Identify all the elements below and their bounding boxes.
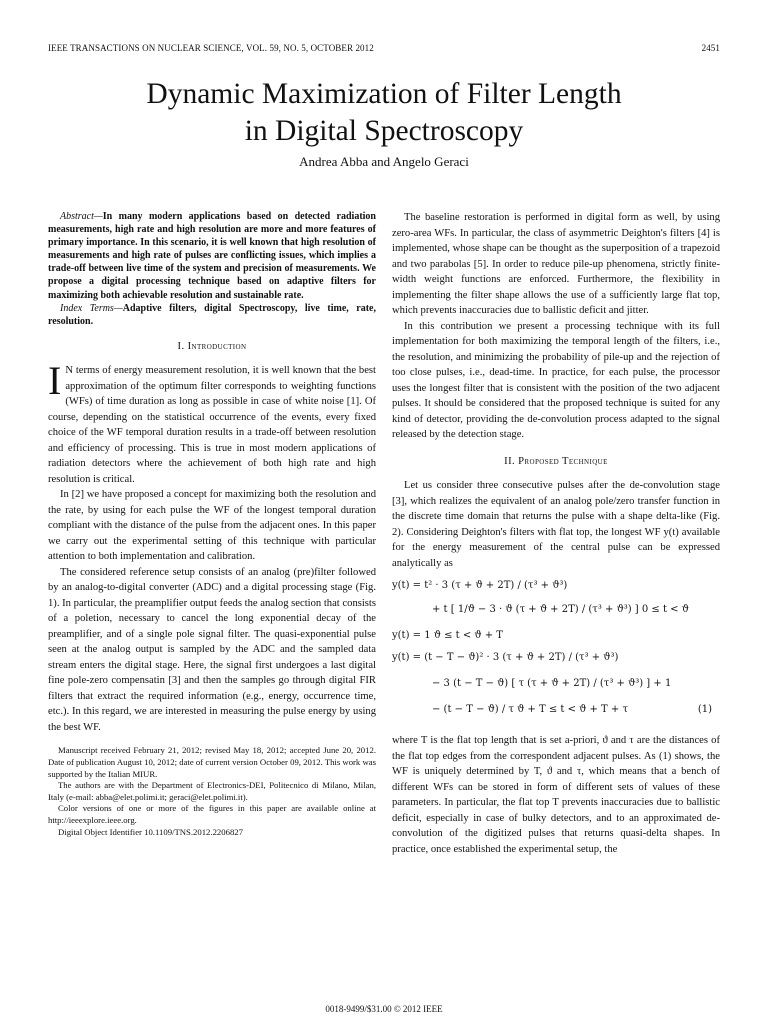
right-paragraph-3: Let us consider three consecutive pulses after the de-convolution stage [3], which realizes the equivalent of an analog pole/zero transfer function in the discrete time domain that returns the pulse with a shape delta-like (Fig. 2). Considering Deighton's filters with flat top, the longest WF y(t) available for the energy measurement of the central pulse can be expressed analytically as bbox=[392, 480, 720, 569]
journal-name: IEEE TRANSACTIONS ON NUCLEAR SCIENCE, VOL. 59, NO. 5, OCTOBER 2012 bbox=[48, 43, 374, 53]
page-number: 2451 bbox=[701, 43, 720, 53]
intro-paragraph-1: I N terms of energy measurement resolution, it is well known that the best approximation of the optimum filter corresponds to weighting functions (WFs) of time duration as long as possible in case of white noise [1]. Of course, depending on the statistical occurrence of the events, every fixed choice of the WF temporal duration results in a trade-off between resolution and efficiency of processing. This is true in most modern applications of radiation detectors where the achievement of both high rate and high resolution is critical. bbox=[48, 358, 376, 485]
equation-line-4: y(t) = (t − T − ϑ)² · 3 (τ + ϑ + 2T) / (τ³ + ϑ³) bbox=[392, 652, 619, 663]
footnote-manuscript: Manuscript received February 21, 2012; revised May 18, 2012; accepted June 20, 2012. Date of publication August 10, 2012; date of current version October 09, 2012. This work was supported by the Italian MIUR. bbox=[48, 745, 376, 779]
left-column bbox=[48, 210, 376, 838]
right-paragraph-2: In this contribution we present a processing technique with its full implementation for both maximizing the temporal length of the filters, i.e., the resolution, and minimizing the probability of pile-up and the rejection of too close pulses, i.e., dead-time. In practice, for each pulse, the processor uses the longest filter that is consistent with the position of the two adjacent pulses. It should be considered that the proposed technique is suited for any kind of detector, providing the de-convolution process adapted to the signal released by the detection stage. bbox=[392, 320, 720, 440]
equation-number: (1) bbox=[697, 704, 712, 715]
intro-paragraph-3: The considered reference setup consists of an analog (pre)filter followed by an analog-to-digital converter (ADC) and a digital processing stage (Fig. 1). In particular, the preamplifier output feeds the analog section that consists of a poletion, necessary to cancel the long exponential decay of the preamplifier, and of a single pole signal filter. The quasi-exponential pulse seen at the analog output is sampled by the ADC and the sampled data stream enters the digital stage. Here, the signal first undergoes a last digital fine pole-zero compensatin [3] and then the samples go through digital FIR filters that extract the required information (e.g., energy, occurrence time, etc.). In this regard, we are interested in measuring the pulse energy by using the best WF. bbox=[48, 566, 376, 733]
right-column bbox=[392, 210, 720, 857]
right-paragraph-4: where T is the flat top length that is set a-priori, ϑ and τ are the distances of the flat top edges from the correspondent adjacent pulses. As (1) shows, the WF is uniquely determined by T, ϑ and τ, which means that a bench of different WFs can be stored in form of different sets of values of these parameters. In particular, the flat top T prevents inaccuracies due to ballistic deficit, especially in case of bulky detectors, and to an approximated de-convolution of the digitized pulses that returns quasi-delta shapes. In practice, once established the experimental setup, the bbox=[392, 735, 720, 855]
index-terms-text: Adaptive filters, digital Spectroscopy, live time, rate, resolution. bbox=[48, 302, 376, 327]
section-heading-proposed-technique: II. Proposed Technique bbox=[504, 455, 608, 467]
equation-line-2: + t [ 1/ϑ − 3 · ϑ (τ + ϑ + 2T) / (τ³ + ϑ³) ] 0 ≤ t < ϑ bbox=[432, 604, 689, 615]
section-heading-introduction: I. Introduction bbox=[177, 340, 247, 352]
copyright-footer: 0018-9499/$31.00 © 2012 IEEE bbox=[325, 1004, 443, 1014]
footnotes bbox=[48, 745, 376, 838]
footnote-doi: Digital Object Identifier 10.1109/TNS.2012.2206827 bbox=[58, 826, 243, 837]
intro-paragraph-2: In [2] we have proposed a concept for maximizing both the resolution and the rate, by using for each pulse the WF of the longest temporal duration compliant with the distance of the pulse from the adjacent ones. In this paper we carry out the experimental setting of this technique with particular attention to both implementation and calibration. bbox=[48, 489, 376, 563]
abstract bbox=[48, 210, 376, 328]
title-line-2: in Digital Spectroscopy bbox=[244, 115, 524, 147]
abstract-text: In many modern applications based on detected radiation measurements, high rate and high resolution are more and more features of primary importance. In this scenario, it is well known that high resolution of measurements and high rate of pulses are conflicting issues, which implies a trade-off between live time of the system and precision of measurements. We propose a digital processing technique based on adaptive filters for maximizing both achievable resolution and sustainable rate. bbox=[48, 211, 376, 301]
title-line-1: Dynamic Maximization of Filter Length bbox=[146, 78, 622, 110]
paper-title bbox=[0, 76, 768, 150]
equation-line-1: y(t) = t² · 3 (τ + ϑ + 2T) / (τ³ + ϑ³) bbox=[392, 580, 568, 591]
author-list: Andrea Abba and Angelo Geraci bbox=[299, 154, 469, 169]
drop-cap: I bbox=[48, 358, 62, 404]
footnote-color: Color versions of one or more of the figures in this paper are available online at http://ieeexplore.ieee.org. bbox=[48, 803, 376, 825]
right-paragraph-1: The baseline restoration is performed in digital form as well, by using zero-area WFs. In particular, the class of asymmetric Deighton's filters [4] is implemented, whose shape can be thought as the superposition of a trapezoid and two parabolas [5]. In order to reduce pile-up phenomena, strictly finite-width weight functions are enforced. Furthermore, the flexibility in implementing the filter shape allows the use of a sufficiently large flat top, which prevents inaccuracies due to ballistic deficit and jitter. bbox=[392, 212, 720, 316]
index-terms-label: Index Terms— bbox=[60, 302, 123, 314]
equation-line-6: − (t − T − ϑ) / τ ϑ + T ≤ t < ϑ + T + τ bbox=[432, 704, 628, 715]
abstract-label: Abstract— bbox=[60, 211, 103, 222]
equation-line-5: − 3 (t − T − ϑ) [ τ (τ + ϑ + 2T) / (τ³ + ϑ³) ] + 1 bbox=[432, 678, 672, 689]
footnote-affiliation: The authors are with the Department of Electronics-DEI, Politecnico di Milano, Milan, Italy (e-mail: abba@elet.polimi.it; geraci@elet.polimi.it). bbox=[48, 780, 376, 802]
equation-line-3: y(t) = 1 ϑ ≤ t < ϑ + T bbox=[392, 630, 503, 641]
equation-1 bbox=[392, 579, 720, 725]
